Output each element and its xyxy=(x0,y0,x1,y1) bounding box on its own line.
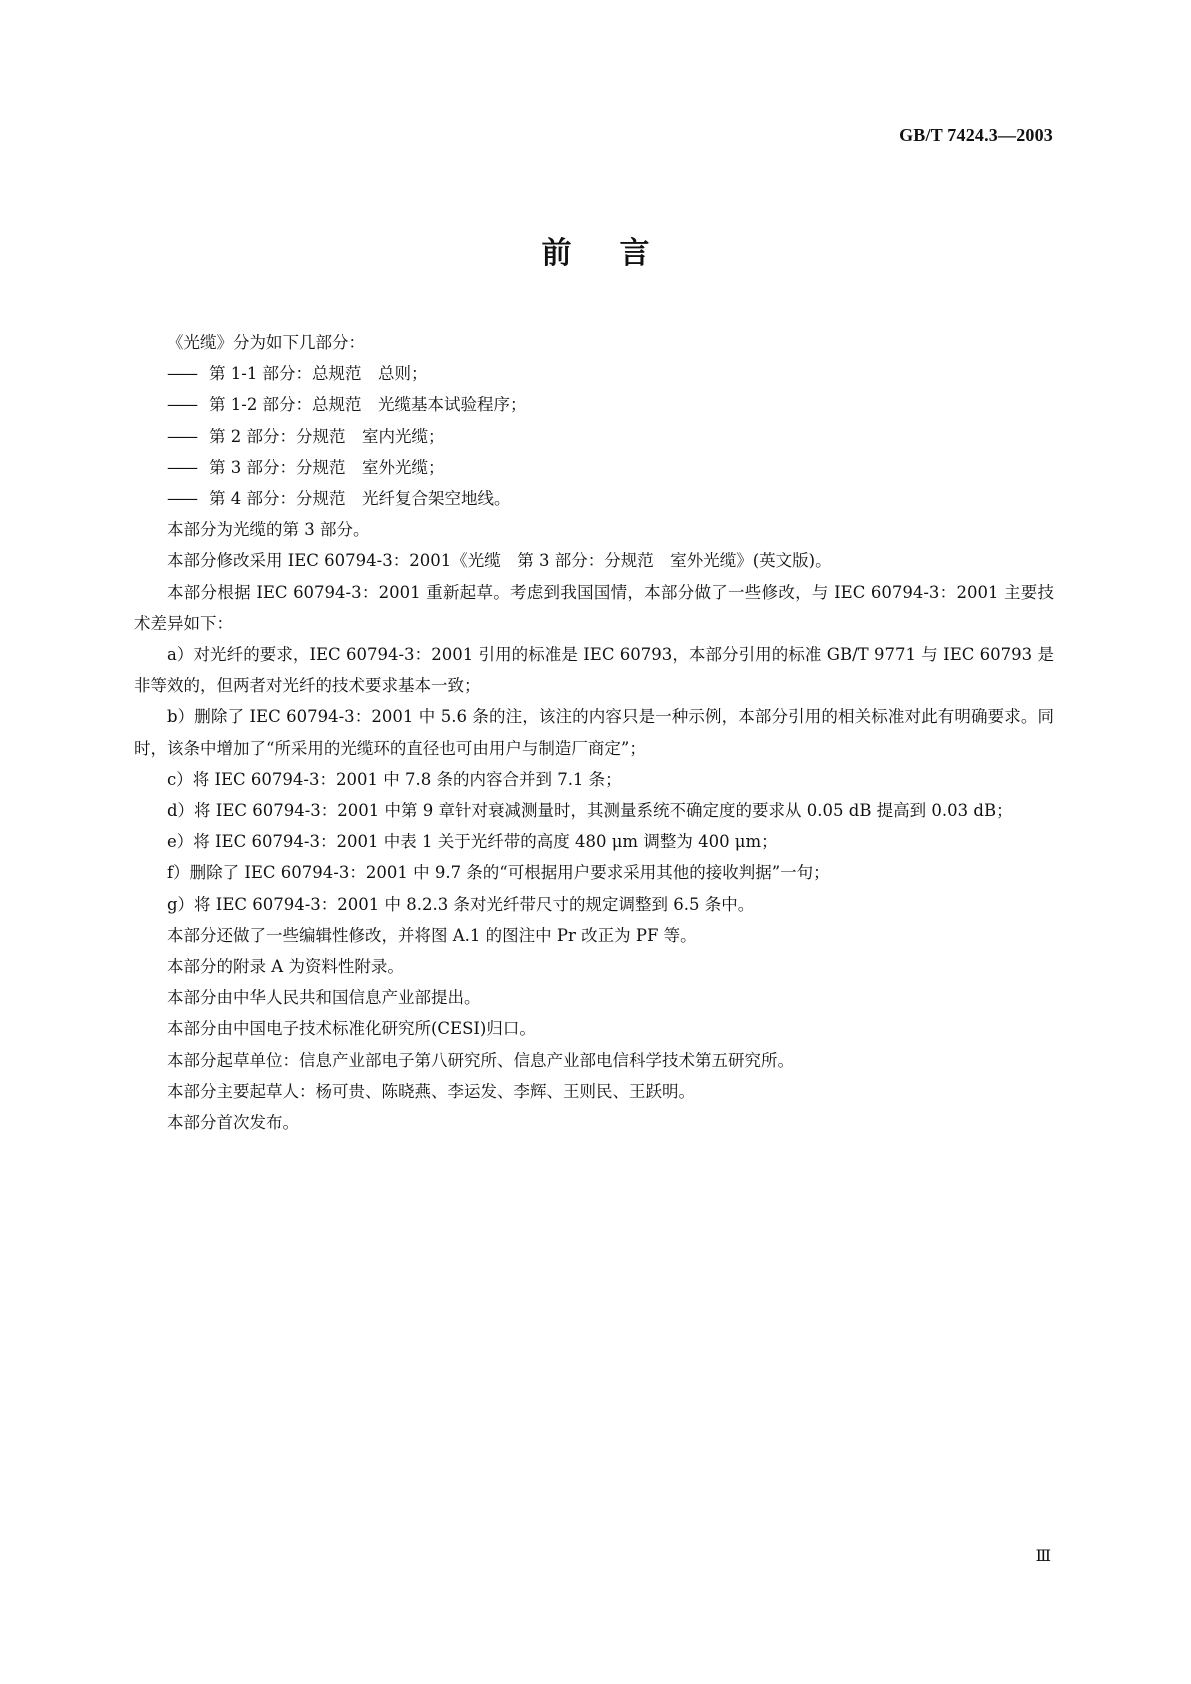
list-item-text: 第 1-1 部分：总规范 总则； xyxy=(209,364,428,384)
list-item-text: 第 1-2 部分：总规范 光缆基本试验程序； xyxy=(209,395,527,415)
list-item xyxy=(134,358,1054,389)
difference-item-b: b）删除了 IEC 60794-3：2001 中 5.6 条的注，该注的内容只是一种示例，本部分引用的相关标准对此有明确要求。同时，该条中增加了“所采用的光缆环的直径也可由用户与制造厂商定”； xyxy=(134,707,1054,758)
paragraph-adoption: 本部分修改采用 IEC 60794-3：2001《光缆 第 3 部分：分规范 室外光缆》(英文版)。 xyxy=(167,551,832,571)
paragraph-differences: 本部分根据 IEC 60794-3：2001 重新起草。考虑到我国国情，本部分做了一些修改，与 IEC 60794-3：2001 主要技术差异如下： xyxy=(134,582,1054,633)
paragraph-proposer: 本部分由中华人民共和国信息产业部提出。 xyxy=(167,988,481,1008)
difference-item-f: f）删除了 IEC 60794-3：2001 中 9.7 条的“可根据用户要求采用其他的接收判据”一句； xyxy=(167,863,830,883)
standard-number: GB/T 7424.3—2003 xyxy=(899,125,1053,145)
list-item-text: 第 4 部分：分规范 光纤复合架空地线。 xyxy=(209,489,511,509)
paragraph-responsible: 本部分由中国电子技术标准化研究所(CESI)归口。 xyxy=(167,1019,536,1039)
page-number: Ⅲ xyxy=(1035,1548,1051,1565)
difference-item-a: a）对光纤的要求，IEC 60794-3：2001 引用的标准是 IEC 60793，本部分引用的标准 GB/T 9771 与 IEC 60793 是非等效的，但两者对光纤的技术要求基本一致； xyxy=(134,645,1054,696)
dash: —— xyxy=(167,489,196,509)
difference-item-d: d）将 IEC 60794-3：2001 中第 9 章针对衰减测量时，其测量系统不确定度的要求从 0.05 dB 提高到 0.03 dB； xyxy=(167,801,1013,821)
list-item-text: 第 2 部分：分规范 室内光缆； xyxy=(209,426,445,446)
document-body xyxy=(134,327,1054,1138)
dash: —— xyxy=(167,426,196,446)
paragraph-drafting-units: 本部分起草单位：信息产业部电子第八研究所、信息产业部电信科学技术第五研究所。 xyxy=(167,1050,794,1070)
dash: —— xyxy=(167,457,196,477)
page-title: 前言 xyxy=(541,236,698,271)
paragraph-annex: 本部分的附录 A 为资料性附录。 xyxy=(167,957,404,977)
difference-item-e: e）将 IEC 60794-3：2001 中表 1 关于光纤带的高度 480 μm 调整为 400 μm； xyxy=(167,832,778,852)
list-item xyxy=(134,452,1054,483)
intro-paragraph: 《光缆》分为如下几部分： xyxy=(167,333,365,352)
list-item xyxy=(134,421,1054,452)
parts-list xyxy=(134,358,1054,514)
paragraph-first-release: 本部分首次发布。 xyxy=(167,1113,299,1133)
dash: —— xyxy=(167,364,196,384)
list-item xyxy=(134,389,1054,420)
difference-item-c: c）将 IEC 60794-3：2001 中 7.8 条的内容合并到 7.1 条； xyxy=(167,769,622,789)
paragraph-editorial: 本部分还做了一些编辑性修改，并将图 A.1 的图注中 Pr 改正为 PF 等。 xyxy=(167,925,697,945)
paragraph-drafters: 本部分主要起草人：杨可贵、陈晓燕、李运发、李辉、王则民、王跃明。 xyxy=(167,1081,695,1101)
dash: —— xyxy=(167,395,196,415)
list-item-text: 第 3 部分：分规范 室外光缆； xyxy=(209,457,445,477)
difference-item-g: g）将 IEC 60794-3：2001 中 8.2.3 条对光纤带尺寸的规定调整到 6.5 条中。 xyxy=(167,894,755,914)
list-item xyxy=(134,483,1054,514)
paragraph-part-number: 本部分为光缆的第 3 部分。 xyxy=(167,520,370,540)
